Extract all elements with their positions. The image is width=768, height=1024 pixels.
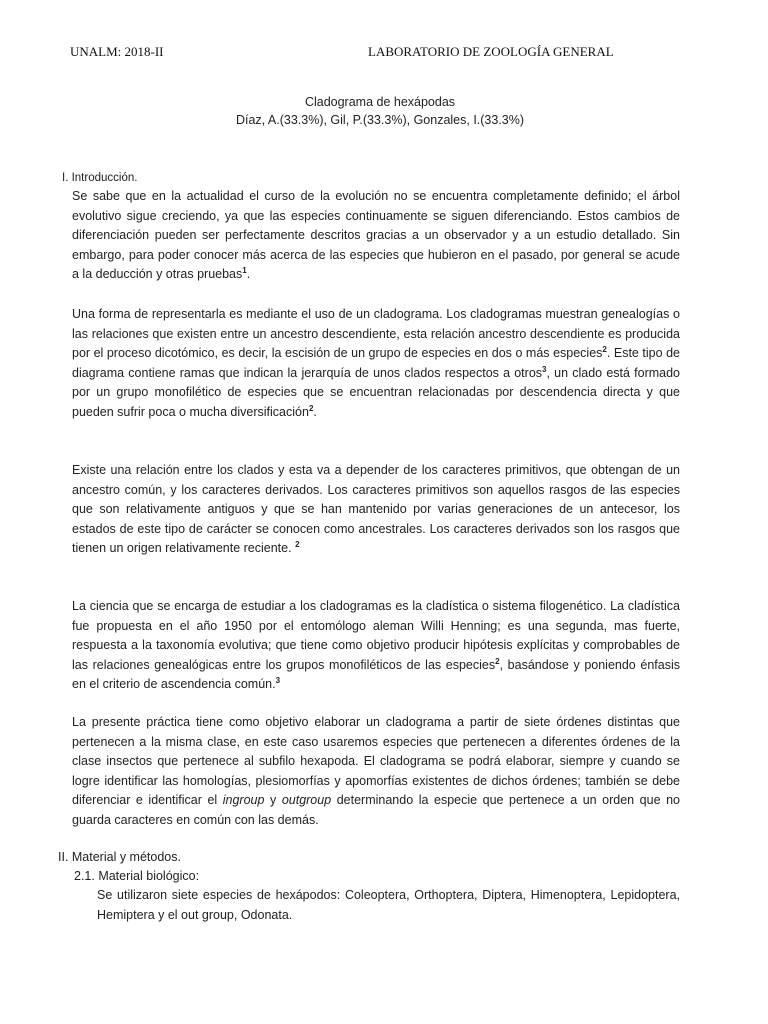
intro-paragraph-5: La presente práctica tiene como objetivo elaborar un cladograma a partir de siete órdenes distintas que pertenecen a la misma clase, en este caso usaremos especies que pertenecen a diferentes órdenes de la clase insectos que pertenece al subfilo hexapoda. El cladograma se podrá elaborar, siempre y cuando se logre identificar las homologías, plesiomorfías y apomorfías existentes de dichos órdenes; también se debe diferenciar e identificar el ingroup y outgroup determinando la especie que pertenece a un orden que no guarda caracteres en común con las demás. [72, 715, 680, 827]
subsection-material-biologico: 2.1. Material biológico: [74, 869, 200, 883]
document-authors: Díaz, A.(33.3%), Gil, P.(33.3%), Gonzales, I.(33.3%) [235, 113, 525, 127]
header-course: UNALM: 2018-II [70, 44, 164, 59]
document-title: Cladograma de hexápodas [304, 95, 456, 109]
intro-paragraph-3: Existe una relación entre los clados y esta va a depender de los caracteres primitivos, que obtengan de un ancestro común, y los caracteres derivados. Los caracteres primitivos son aquellos rasgos de las especies que son relativamente antiguos y que se han mantenido por varias generaciones de un antecesor, los estados de este tipo de carácter se conocen como ancestrales. Los caracteres derivados son los rasgos que tienen un origen relativamente reciente. $^2$ [72, 463, 680, 556]
header-lab: LABORATORIO DE ZOOLOGÍA GENERAL [368, 44, 614, 59]
section-heading-introduccion: I. Introducción. [62, 172, 138, 184]
intro-paragraph-4: La ciencia que se encarga de estudiar a los cladogramas es la cladística o sistema filogenético. La cladística fue propuesta en el año 1950 por el entomólogo aleman Willi Henning; es una segunda, mas fuerte, respuesta a la taxonomía evolutiva; que tiene como objetivo producir hipótesis explícitas y comprobables de las relaciones genealógicas entre los grupos monofiléticos de las especies$^2$, basándose y poniendo énfasis en el criterio de ascendencia común.$^3$ [72, 599, 680, 692]
intro-paragraph-1: Se sabe que en la actualidad el curso de la evolución no se encuentra completamente definido; el árbol evolutivo sigue creciendo, ya que las especies continuamente se siguen diferenciando. Estos cambios de diferenciación pueden ser perfectamente descritos gracias a un observador y a un estudio detallado. Sin embargo, para poder conocer más acerca de las especies que hubieron en el pasado, por general se acude a la deducción y otras pruebas$^1$. [72, 189, 680, 282]
intro-paragraph-2: Una forma de representarla es mediante el uso de un cladograma. Los cladogramas muestran genealogías o las relaciones que existen entre un ancestro descendiente, esta relación ancestro descendiente es producida por el proceso dicotómico, es decir, la escisión de un grupo de especies en dos o más especies$^2$. Este tipo de diagrama contiene ramas que indican la jerarquía de unos clados respectos a otros$^3$, un clado está formado por un grupo monofilético de especies que se encuentran relacionadas por descendencia directa y que pueden sufrir poca o mucha diversificación$^2$. [72, 307, 681, 419]
section-heading-material-metodos: II. Material y métodos. [58, 850, 181, 864]
material-paragraph: Se utilizaron siete especies de hexápodos: Coleoptera, Orthoptera, Diptera, Himenoptera, Lepidoptera, Hemiptera y el out group, Odonata. [97, 888, 680, 922]
